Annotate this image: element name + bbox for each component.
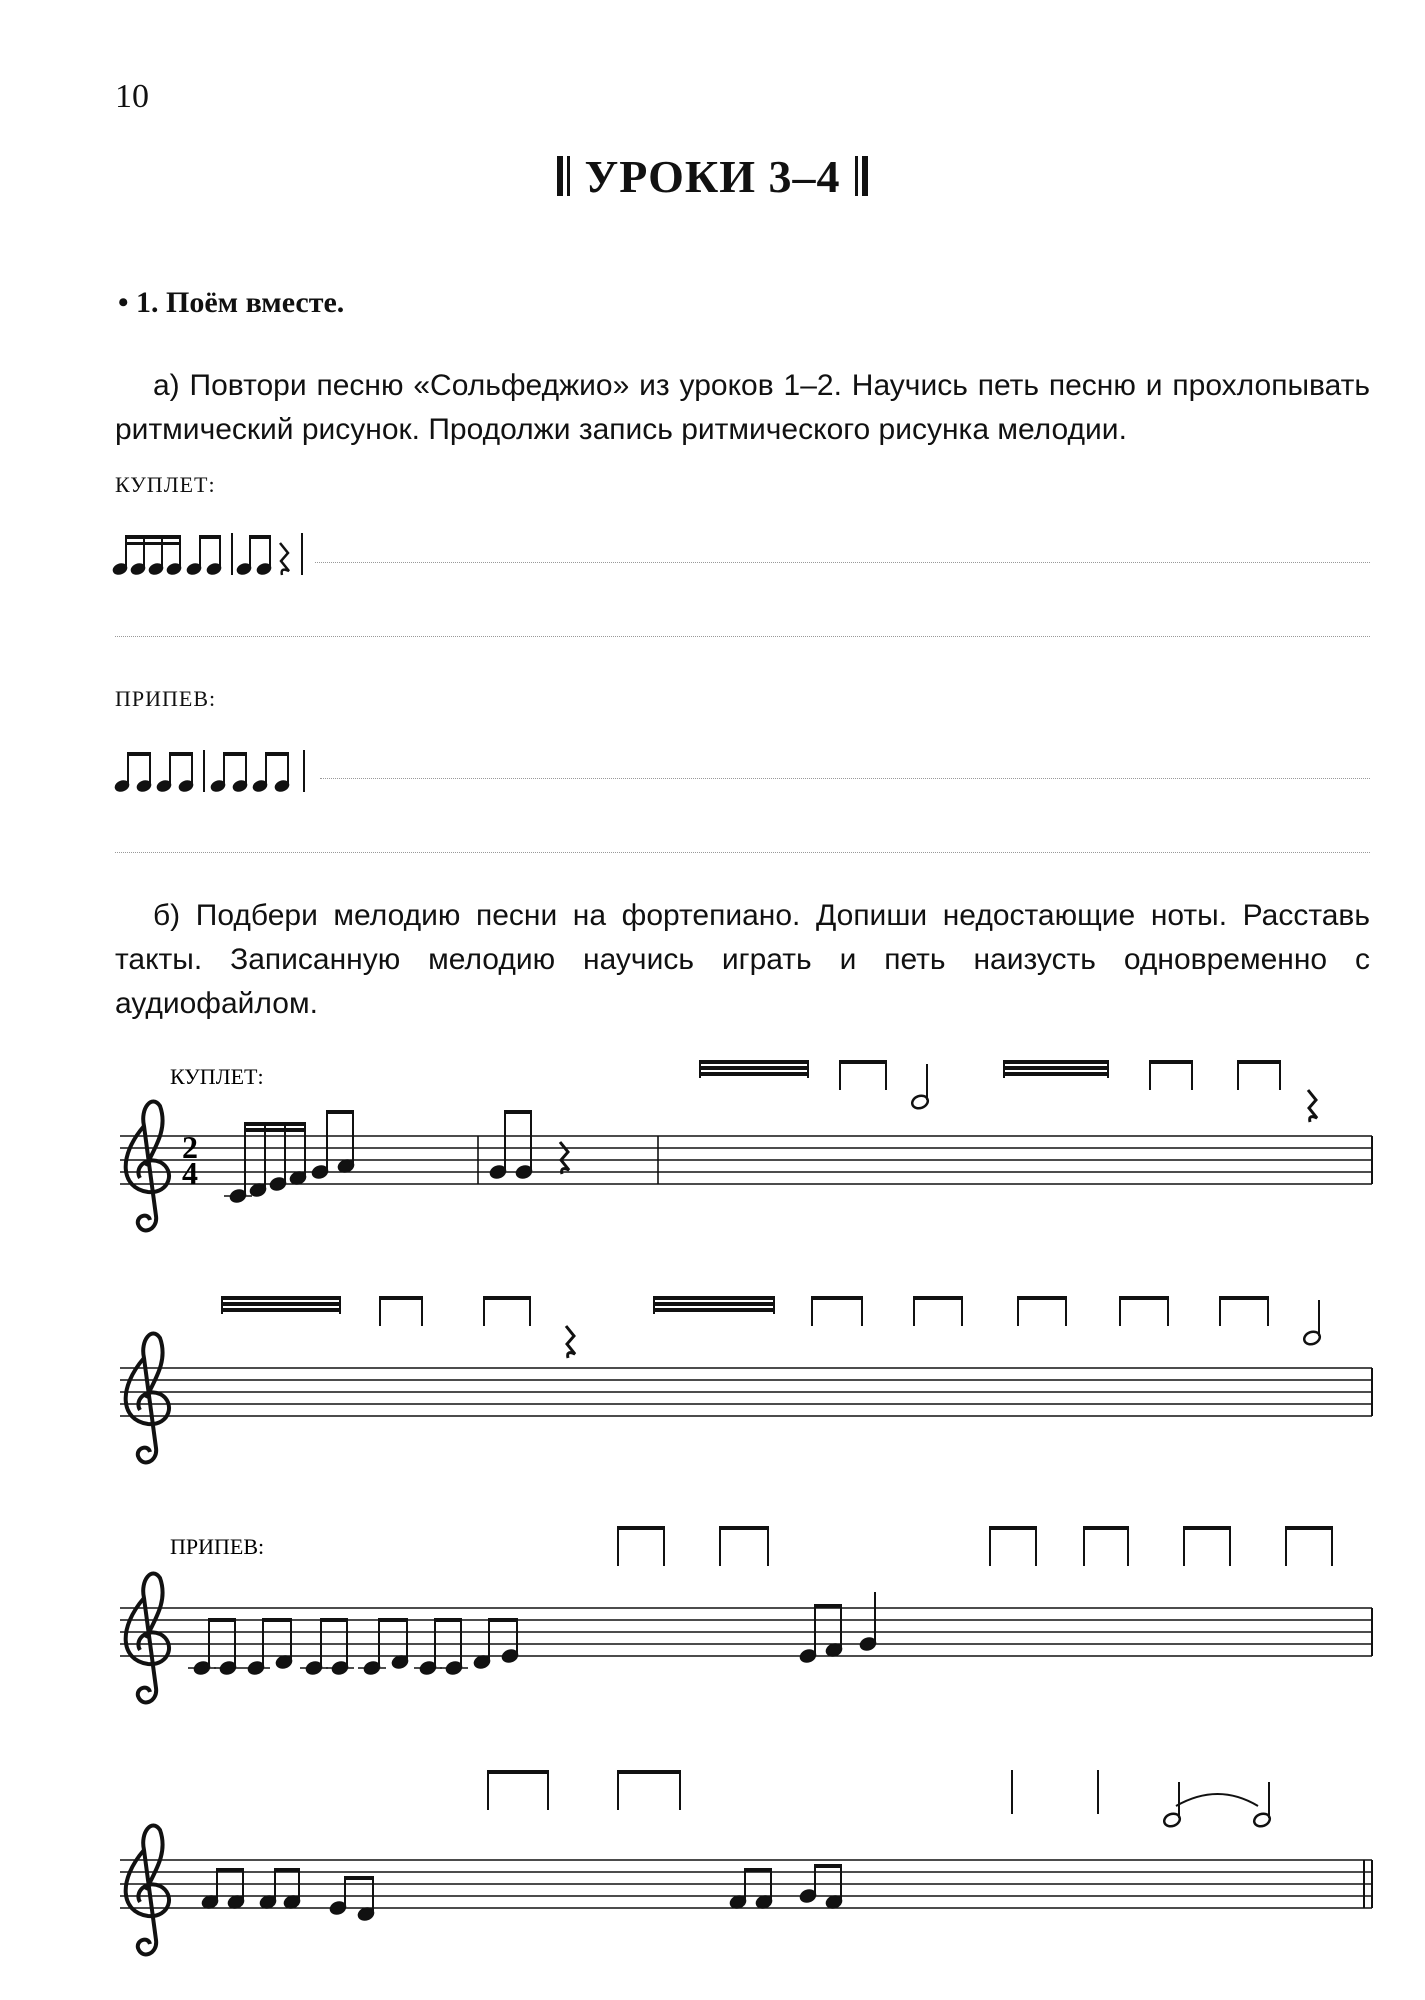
treble-clef-icon — [126, 1574, 169, 1703]
beam — [1003, 1066, 1109, 1070]
writing-line — [320, 778, 1370, 779]
task-heading: • 1. Поём вместе. — [118, 286, 345, 319]
beam — [488, 1618, 518, 1622]
rhythm-verse-label: КУПЛЕТ: — [115, 472, 216, 497]
writing-line — [315, 562, 1370, 563]
beam — [839, 1060, 887, 1064]
beam — [221, 1302, 341, 1306]
beam — [378, 1618, 408, 1622]
beam — [487, 1770, 549, 1774]
beam — [1003, 1060, 1109, 1064]
beam — [913, 1296, 963, 1300]
beam — [617, 1770, 681, 1774]
beam — [617, 1526, 665, 1530]
beam — [1183, 1526, 1231, 1530]
task-part-a-text: а) Повтори песню «Сольфеджио» из уроков 1–2. Научись петь песню и прохлопывать ритмический рисунок. Продолжи запись ритмического рисунка мелодии. — [115, 369, 1370, 446]
treble-clef-icon — [126, 1334, 169, 1463]
beam — [1017, 1296, 1067, 1300]
beam — [1119, 1296, 1169, 1300]
beam — [244, 1128, 306, 1132]
beam — [719, 1526, 769, 1530]
beam — [653, 1296, 775, 1300]
beam — [1003, 1072, 1109, 1076]
quarter-rest-icon — [1308, 1090, 1317, 1122]
beam — [653, 1308, 775, 1312]
beam — [744, 1868, 772, 1872]
beam — [1149, 1060, 1193, 1064]
beam — [221, 1308, 341, 1312]
beam — [699, 1066, 809, 1070]
beam — [1237, 1060, 1281, 1064]
beam — [221, 1296, 341, 1300]
rhythm-verse-notation — [110, 525, 320, 585]
beam — [811, 1296, 863, 1300]
beam — [814, 1864, 842, 1868]
beam — [326, 1110, 354, 1114]
rhythm-chorus-label: ПРИПЕВ: — [115, 686, 217, 711]
beam — [379, 1296, 423, 1300]
writing-line — [115, 852, 1370, 853]
beam — [699, 1060, 809, 1064]
lesson-title-text: УРОКИ 3–4 — [584, 151, 841, 202]
treble-clef-icon — [126, 1102, 169, 1231]
beam — [1083, 1526, 1129, 1530]
beam — [216, 1868, 244, 1872]
beam — [1219, 1296, 1269, 1300]
writing-line — [115, 636, 1370, 637]
beam — [504, 1110, 532, 1114]
beam — [989, 1526, 1037, 1530]
double-bar-icon — [567, 156, 570, 196]
quarter-rest-icon — [566, 1326, 575, 1358]
time-signature-bottom: 4 — [182, 1155, 198, 1191]
score — [0, 1040, 1425, 1980]
time-signature-top: 2 — [182, 1129, 198, 1165]
beam — [244, 1122, 306, 1126]
tie — [1176, 1794, 1258, 1806]
lesson-title — [0, 150, 1425, 203]
beam — [344, 1876, 374, 1880]
score-chorus-label: ПРИПЕВ: — [170, 1534, 265, 1559]
treble-clef-icon — [126, 1826, 169, 1955]
rhythm-chorus-notation — [110, 742, 320, 802]
task-part-b-text: б) Подбери мелодию песни на фортепиано. Допиши недостающие ноты. Расставь такты. Записанную мелодию научись играть и петь наизусть одновременно с аудиофайлом. — [115, 899, 1370, 1020]
beam — [434, 1618, 462, 1622]
beam — [699, 1072, 809, 1076]
beam — [653, 1302, 775, 1306]
beam — [1285, 1526, 1333, 1530]
double-bar-icon — [862, 156, 868, 196]
beam — [208, 1618, 236, 1622]
page-number: 10 — [115, 78, 149, 115]
beam — [274, 1868, 300, 1872]
beam — [814, 1604, 842, 1608]
beam — [483, 1296, 531, 1300]
beam — [262, 1618, 292, 1622]
beam — [320, 1618, 348, 1622]
score-verse-label: КУПЛЕТ: — [170, 1064, 264, 1089]
double-bar-icon — [855, 156, 858, 196]
quarter-rest-icon — [560, 1142, 569, 1174]
double-bar-icon — [557, 156, 563, 196]
